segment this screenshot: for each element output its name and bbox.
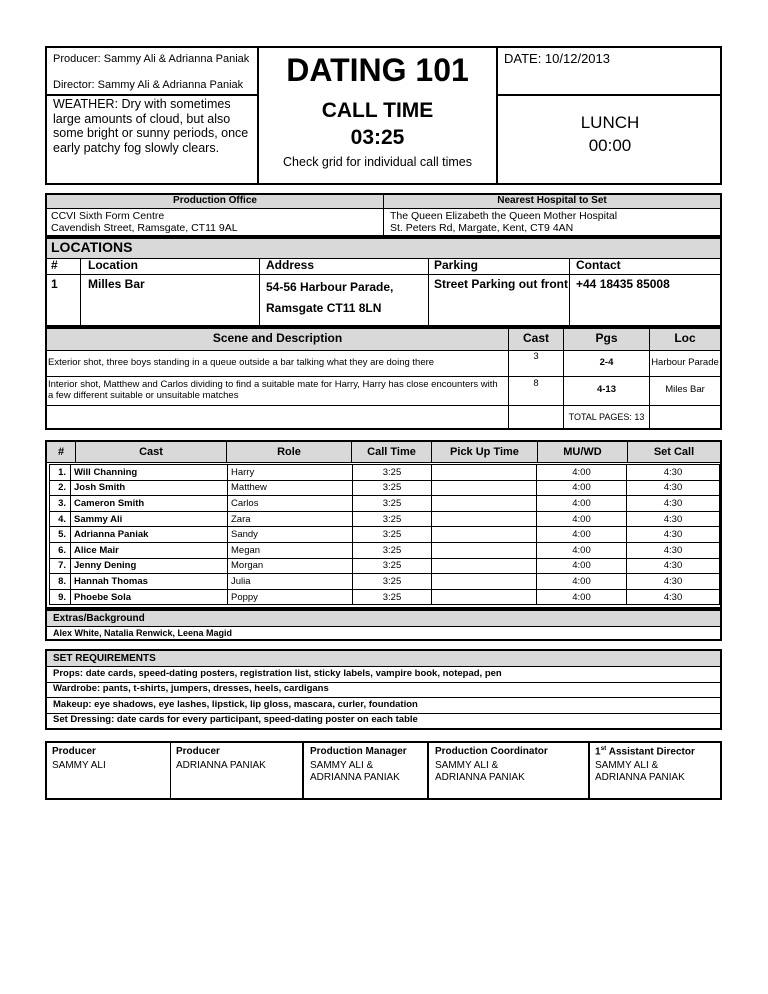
cast-pickup-time [432, 574, 537, 590]
cast-set-call: 4:30 [627, 480, 720, 496]
cast-name: Phoebe Sola [71, 589, 228, 605]
cast-row [50, 589, 720, 605]
hospital-line1: The Queen Elizabeth the Queen Mother Hospital [390, 210, 618, 222]
cast-muwd: 4:00 [537, 527, 627, 543]
cast-muwd: 4:00 [537, 589, 627, 605]
cast-role: Morgan [228, 558, 353, 574]
cast-name: Hannah Thomas [71, 574, 228, 590]
scene-header-pgs: Pgs [595, 331, 618, 345]
cast-muwd: 4:00 [537, 465, 627, 481]
director-line: Director: Sammy Ali & Adrianna Paniak [53, 79, 244, 91]
extras-heading: Extras/Background [53, 613, 145, 624]
cast-table [49, 464, 720, 605]
cast-name: Jenny Dening [71, 558, 228, 574]
lunch-value: 00:00 [588, 136, 632, 155]
lunch-label: LUNCH [580, 113, 640, 132]
cast-role: Harry [228, 465, 353, 481]
cast-name: Josh Smith [71, 480, 228, 496]
cast-call-time: 3:25 [353, 527, 432, 543]
crew-role-assistant-director: 1st Assistant Director [595, 745, 695, 758]
cast-set-call: 4:30 [627, 511, 720, 527]
cast-role: Julia [228, 574, 353, 590]
location-address-2: Ramsgate CT11 8LN [266, 301, 382, 315]
cast-muwd: 4:00 [537, 496, 627, 512]
cast-call-time: 3:25 [353, 574, 432, 590]
cast-call-time: 3:25 [353, 558, 432, 574]
cast-header-role: Role [277, 446, 301, 458]
cast-header-calltime: Call Time [367, 446, 416, 458]
office-heading: Production Office [173, 195, 257, 206]
cast-role: Megan [228, 542, 353, 558]
cast-row [50, 496, 720, 512]
office-line2: Cavendish Street, Ramsgate, CT11 9AL [51, 222, 238, 234]
cast-num: 3. [50, 496, 71, 512]
cast-num: 7. [50, 558, 71, 574]
cast-call-time: 3:25 [353, 511, 432, 527]
cast-header-num: # [57, 446, 65, 458]
cast-pickup-time [432, 496, 537, 512]
loc-header-parking: Parking [434, 258, 479, 272]
loc-header-num: # [51, 258, 58, 272]
loc-header-address: Address [266, 258, 315, 272]
cast-pickup-time [432, 511, 537, 527]
scene-1-loc: Harbour Parade [651, 357, 719, 368]
cast-num: 2. [50, 480, 71, 496]
crew-role-producer-1: Producer [52, 746, 96, 757]
scene-1-desc: Exterior shot, three boys standing in a queue outside a bar talking what they are doing there [48, 357, 435, 368]
cast-num: 9. [50, 589, 71, 605]
cast-set-call: 4:30 [627, 465, 720, 481]
cast-pickup-time [432, 480, 537, 496]
loc-header-contact: Contact [576, 258, 621, 272]
total-pages: TOTAL PAGES: 13 [568, 412, 645, 422]
crew-role-production-manager: Production Manager [310, 746, 407, 757]
props-line: Props: date cards, speed-dating posters, registration list, sticky labels, vampire book, notepad, pen [53, 668, 502, 679]
cast-row [50, 542, 720, 558]
producer-line: Producer: Sammy Ali & Adrianna Paniak [53, 53, 250, 65]
location-parking: Street Parking out front [434, 277, 569, 291]
crew-name-producer-2: ADRIANNA PANIAK [176, 760, 266, 771]
requirements-heading: SET REQUIREMENTS [53, 653, 156, 664]
cast-call-time: 3:25 [353, 589, 432, 605]
cast-name: Adrianna Paniak [71, 527, 228, 543]
locations-heading: LOCATIONS [51, 239, 133, 255]
cast-name: Will Channing [71, 465, 228, 481]
call-time-label: CALL TIME [321, 99, 434, 122]
cast-role: Poppy [228, 589, 353, 605]
scene-2-pgs: 4-13 [596, 384, 616, 395]
cast-num: 4. [50, 511, 71, 527]
cast-role: Matthew [228, 480, 353, 496]
cast-pickup-time [432, 542, 537, 558]
cast-muwd: 4:00 [537, 480, 627, 496]
call-time-note: Check grid for individual call times [283, 155, 472, 169]
crew-role-production-coordinator: Production Coordinator [435, 746, 548, 757]
cast-muwd: 4:00 [537, 542, 627, 558]
crew-name-production-coordinator: SAMMY ALI & ADRIANNA PANIAK [435, 760, 525, 783]
cast-row [50, 465, 720, 481]
hospital-heading: Nearest Hospital to Set [497, 195, 607, 206]
call-time-value: 03:25 [350, 126, 405, 149]
cast-num: 5. [50, 527, 71, 543]
scene-2-loc: Miles Bar [665, 384, 705, 395]
crew-role-producer-2: Producer [176, 746, 220, 757]
cast-header-muwd: MU/WD [563, 446, 602, 458]
cast-name: Cameron Smith [71, 496, 228, 512]
cast-row [50, 511, 720, 527]
cast-set-call: 4:30 [627, 574, 720, 590]
scene-header-cast: Cast [522, 331, 549, 345]
cast-set-call: 4:30 [627, 527, 720, 543]
cast-call-time: 3:25 [353, 465, 432, 481]
cast-call-time: 3:25 [353, 496, 432, 512]
set-dressing-line: Set Dressing: date cards for every participant, speed-dating poster on each table [53, 714, 418, 725]
cast-row [50, 558, 720, 574]
cast-call-time: 3:25 [353, 542, 432, 558]
cast-role: Carlos [228, 496, 353, 512]
crew-name-production-manager: SAMMY ALI & ADRIANNA PANIAK [310, 760, 400, 783]
cast-set-call: 4:30 [627, 558, 720, 574]
makeup-line: Makeup: eye shadows, eye lashes, lipstick, lip gloss, mascara, curler, foundation [53, 699, 418, 710]
scene-1-cast: 3 [533, 351, 539, 362]
scene-1-pgs: 2-4 [599, 357, 614, 368]
cast-set-call: 4:30 [627, 589, 720, 605]
cast-set-call: 4:30 [627, 496, 720, 512]
cast-set-call: 4:30 [627, 542, 720, 558]
extras-names: Alex White, Natalia Renwick, Leena Magid [53, 628, 233, 638]
cast-row [50, 574, 720, 590]
hospital-line2: St. Peters Rd, Margate, Kent, CT9 4AN [390, 222, 574, 234]
wardrobe-line: Wardrobe: pants, t-shirts, jumpers, dresses, heels, cardigans [53, 683, 329, 694]
location-name: Milles Bar [88, 277, 145, 291]
cast-row [50, 527, 720, 543]
location-address-1: 54-56 Harbour Parade, [266, 280, 394, 294]
cast-name: Sammy Ali [71, 511, 228, 527]
scene-header-desc: Scene and Description [212, 331, 343, 345]
location-contact: +44 18435 85008 [576, 277, 670, 291]
cast-row [50, 480, 720, 496]
scene-header-loc: Loc [674, 331, 696, 345]
loc-header-location: Location [88, 258, 138, 272]
cast-muwd: 4:00 [537, 558, 627, 574]
cast-role: Sandy [228, 527, 353, 543]
cast-call-time: 3:25 [353, 480, 432, 496]
page-title: DATING 101 [286, 52, 469, 88]
crew-name-producer-1: SAMMY ALI [52, 760, 106, 771]
weather-text: WEATHER: Dry with sometimes large amounts of cloud, but also some bright or sunny periods, once early patchy fog slowly clears. [53, 97, 249, 155]
cast-muwd: 4:00 [537, 511, 627, 527]
cast-muwd: 4:00 [537, 574, 627, 590]
cast-num: 8. [50, 574, 71, 590]
date-label: DATE: 10/12/2013 [504, 51, 610, 66]
scene-2-desc: Interior shot, Matthew and Carlos dividing to find a suitable mate for Harry, Harry has close encounters with a few different suitable or unsuitable matches [48, 379, 498, 402]
cast-pickup-time [432, 527, 537, 543]
cast-header-setcall: Set Call [653, 446, 695, 458]
scene-2-cast: 8 [533, 378, 539, 389]
cast-pickup-time [432, 465, 537, 481]
cast-role: Zara [228, 511, 353, 527]
location-num: 1 [51, 277, 58, 291]
cast-num: 1. [50, 465, 71, 481]
cast-name: Alice Mair [71, 542, 228, 558]
cast-header-cast: Cast [139, 446, 163, 458]
cast-num: 6. [50, 542, 71, 558]
office-line1: CCVI Sixth Form Centre [51, 210, 165, 222]
cast-pickup-time [432, 589, 537, 605]
cast-header-pickup: Pick Up Time [450, 446, 519, 458]
cast-pickup-time [432, 558, 537, 574]
crew-name-assistant-director: SAMMY ALI & ADRIANNA PANIAK [595, 760, 685, 783]
